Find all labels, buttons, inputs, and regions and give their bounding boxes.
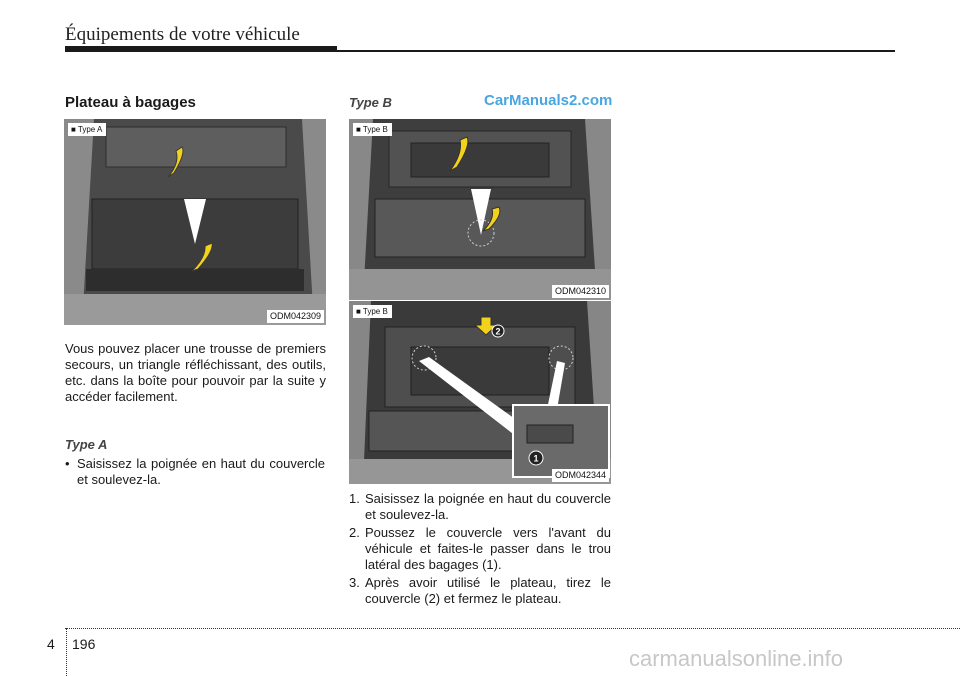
- subhead-type-b: Type B: [349, 95, 392, 110]
- step-item: [349, 491, 611, 523]
- figure-tag: ■ Type B: [353, 305, 392, 318]
- bullet-text: Saisissez la poignée en haut du couvercle et soulevez-la.: [77, 456, 325, 487]
- step-text: Poussez le couvercle vers l'avant du véhicule et faites-le passer dans le trou latéral des bagages (1).: [365, 525, 611, 572]
- callout-2-label: 2: [495, 326, 501, 337]
- section-title: Plateau à bagages: [65, 94, 196, 111]
- callout-1-label: 1: [533, 453, 539, 464]
- header-rule-thick: [65, 46, 337, 52]
- figure-code: ODM042344: [552, 469, 609, 482]
- step-number: 3.: [349, 575, 360, 590]
- step-item: [349, 575, 611, 607]
- subhead-type-a: Type A: [65, 437, 108, 452]
- figure-tag: ■ Type A: [68, 123, 106, 136]
- trunk-illustration: [349, 301, 611, 484]
- step-item: [349, 525, 611, 573]
- page-number: 196: [72, 636, 96, 652]
- figure-tag: ■ Type B: [353, 123, 392, 136]
- figure-type-b-2: [349, 301, 611, 484]
- intro-paragraph: Vous pouvez placer une trousse de premiers secours, un triangle réfléchissant, des outils, etc. dans la boîte pour pouvoir par la suite y accéder facilement.: [65, 341, 326, 404]
- callout-1-marker: [529, 451, 543, 465]
- footer-divider: [66, 628, 67, 676]
- watermark-carmanualsonline: carmanualsonline.info: [629, 646, 844, 671]
- bullet-mark: •: [65, 456, 70, 471]
- trunk-illustration: [349, 119, 611, 300]
- figure-type-a: [64, 119, 326, 325]
- step-text: Après avoir utilisé le plateau, tirez le couvercle (2) et fermez le plateau.: [365, 575, 611, 606]
- figure-code: ODM042310: [552, 285, 609, 298]
- step-number: 1.: [349, 491, 360, 506]
- bullet-item: [65, 456, 326, 492]
- watermark-carmanuals2: CarManuals2.com: [484, 92, 613, 109]
- figure-type-b-1: [349, 119, 611, 300]
- header-rule-thin: [337, 50, 895, 52]
- figure-code: ODM042309: [267, 310, 324, 323]
- trunk-illustration: [64, 119, 326, 325]
- callout-2-marker: [492, 325, 504, 337]
- step-text: Saisissez la poignée en haut du couvercle et soulevez-la.: [365, 491, 611, 522]
- footer-rule: [65, 628, 960, 629]
- page-header-title: Équipements de votre véhicule: [65, 24, 300, 45]
- step-number: 2.: [349, 525, 360, 540]
- chapter-number: 4: [47, 636, 55, 652]
